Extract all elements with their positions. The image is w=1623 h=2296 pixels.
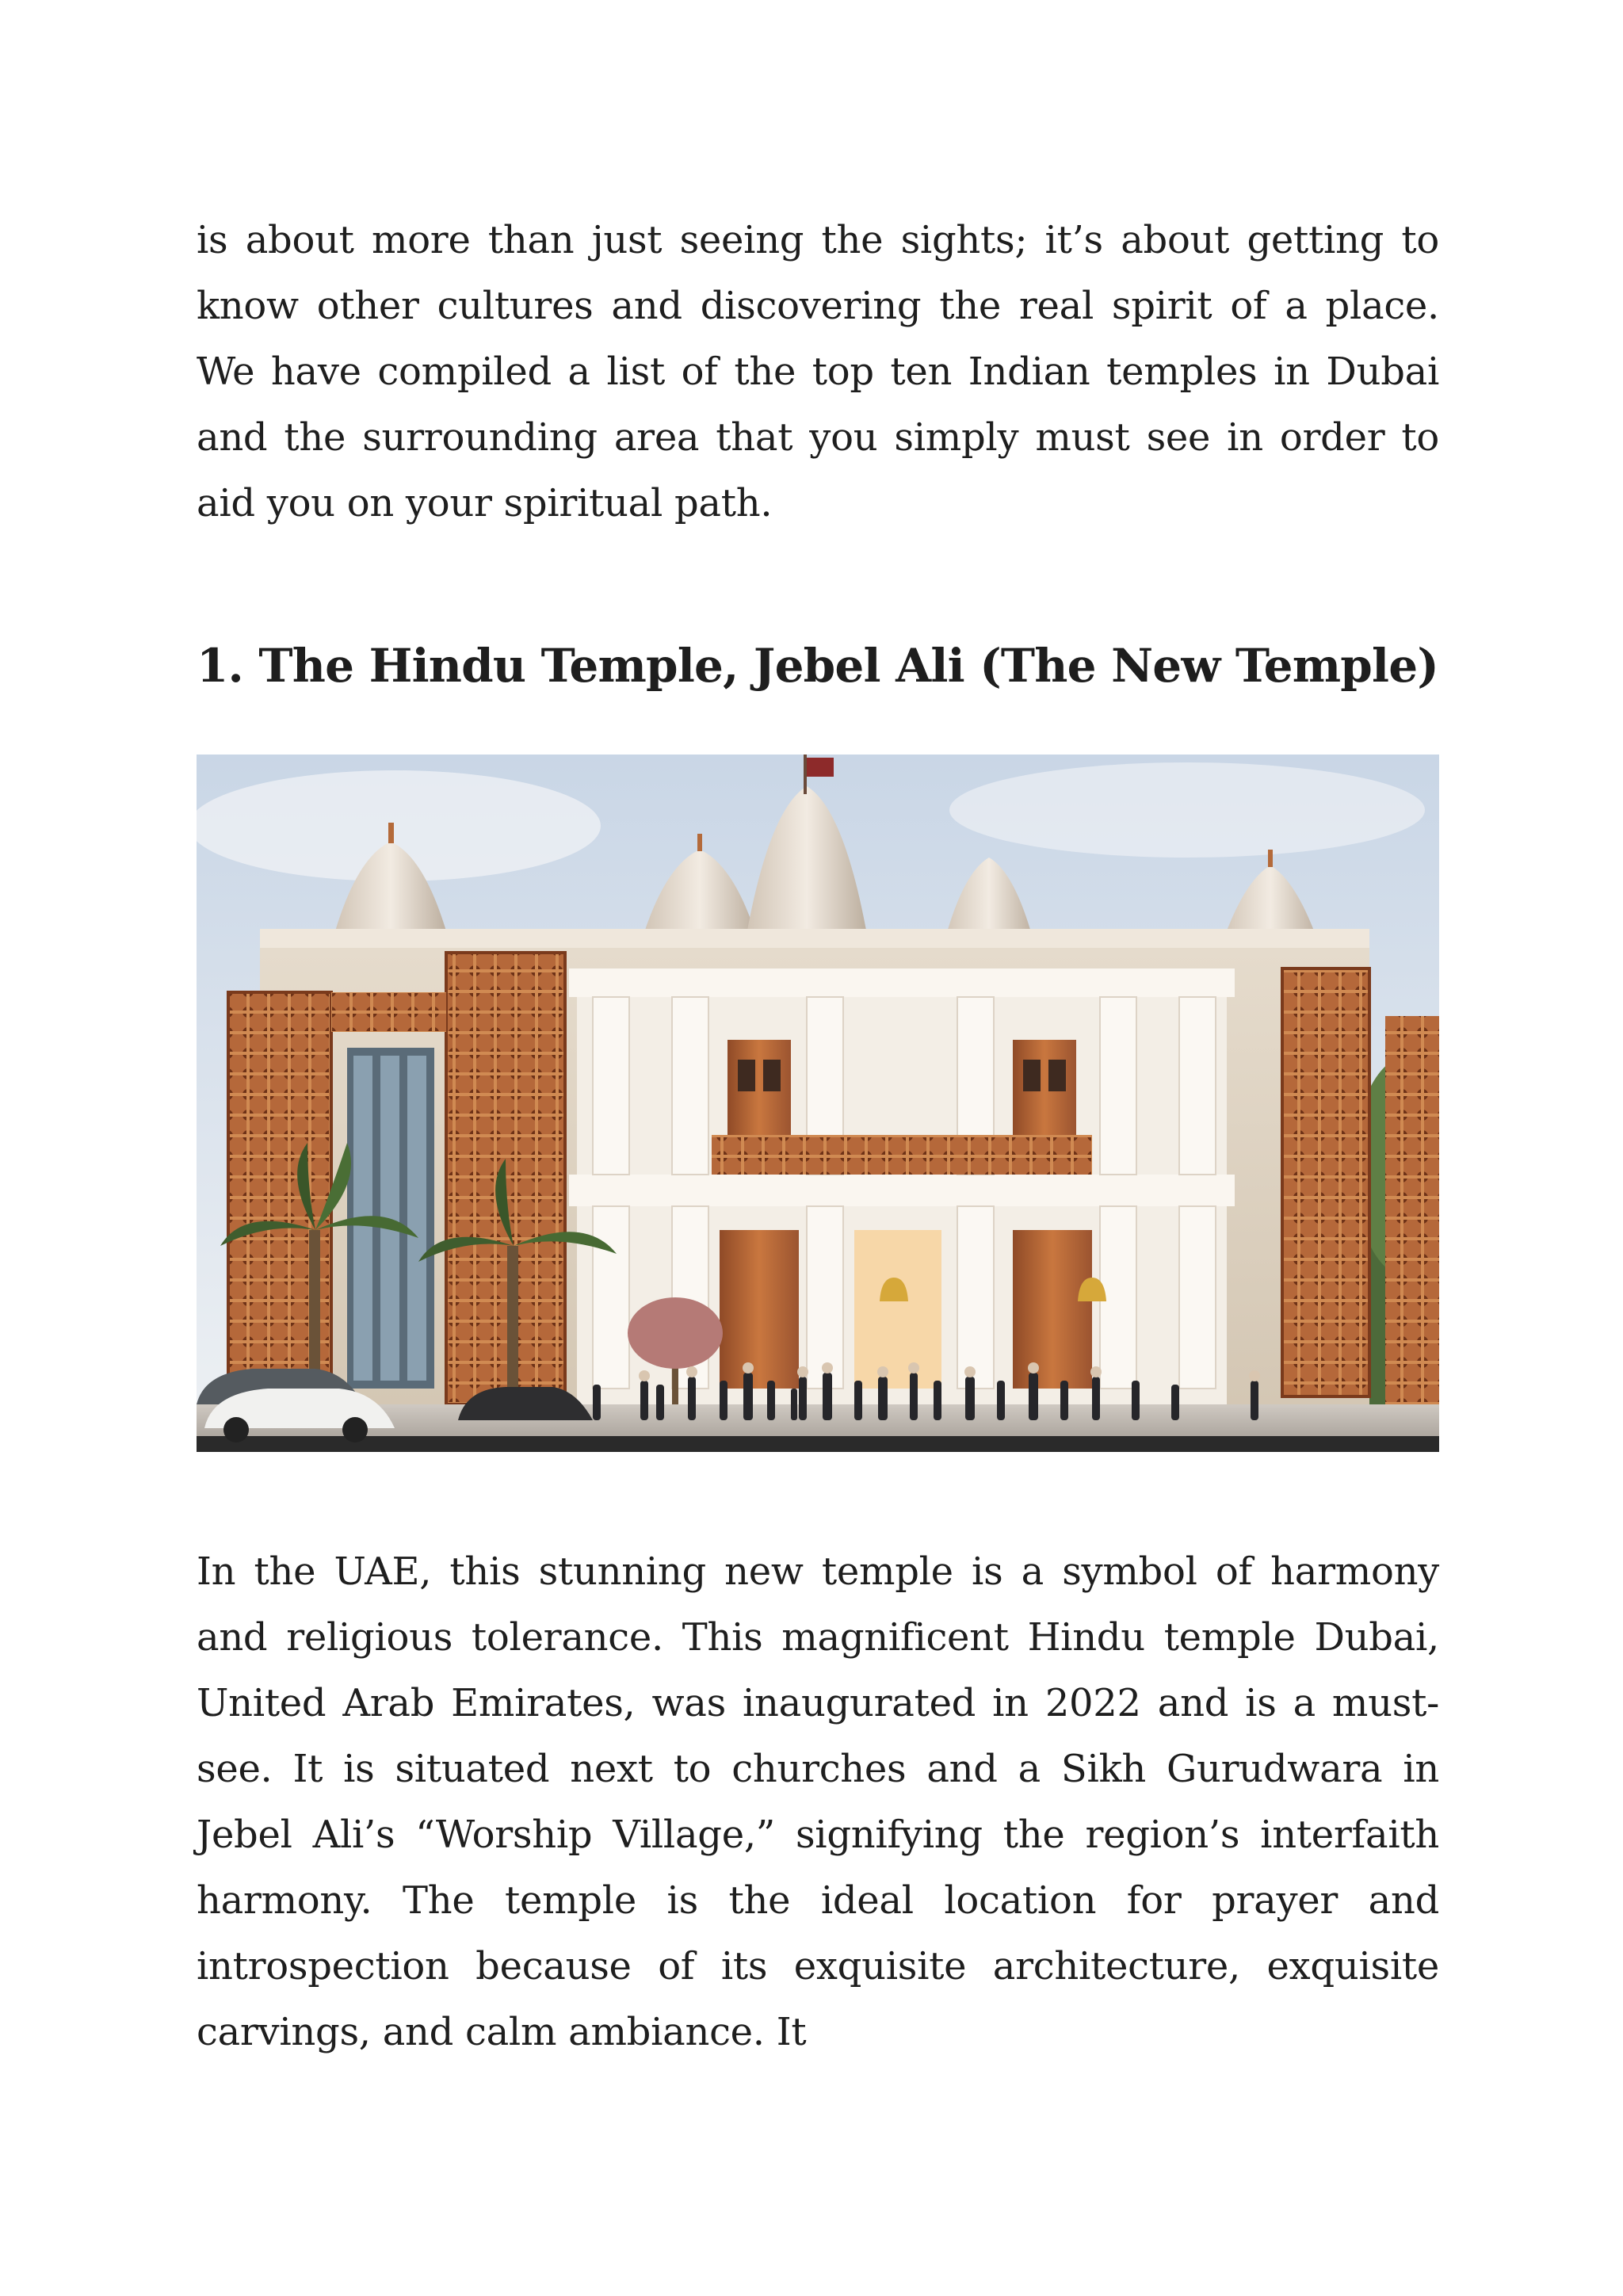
temple-illustration [197, 755, 1439, 1452]
temple-photo [197, 755, 1439, 1452]
intro-paragraph: is about more than just seeing the sights; it’s about getting to know other cultures and discovering the real spirit of a place. We have compiled a list of the top ten Indian temples in Dubai and the surrounding area that you simply must see in order to aid you on your spiritual path. [197, 218, 1439, 525]
section-heading: 1. The Hindu Temple, Jebel Ali (The New Temple) [197, 639, 1439, 693]
body-paragraph: In the UAE, this stunning new temple is a symbol of harmony and religious tolerance. This magnificent Hindu temple Dubai, United Arab Emirates, was inaugurated in 2022 and is a must-see. It is situated next to churches and a Sikh Gurudwara in Jebel Ali’s “Worship Village,” signifying the region’s interfaith harmony. The temple is the ideal location for prayer and introspection because of its exquisite architecture, exquisite carvings, and calm ambiance. It [197, 1549, 1439, 2054]
